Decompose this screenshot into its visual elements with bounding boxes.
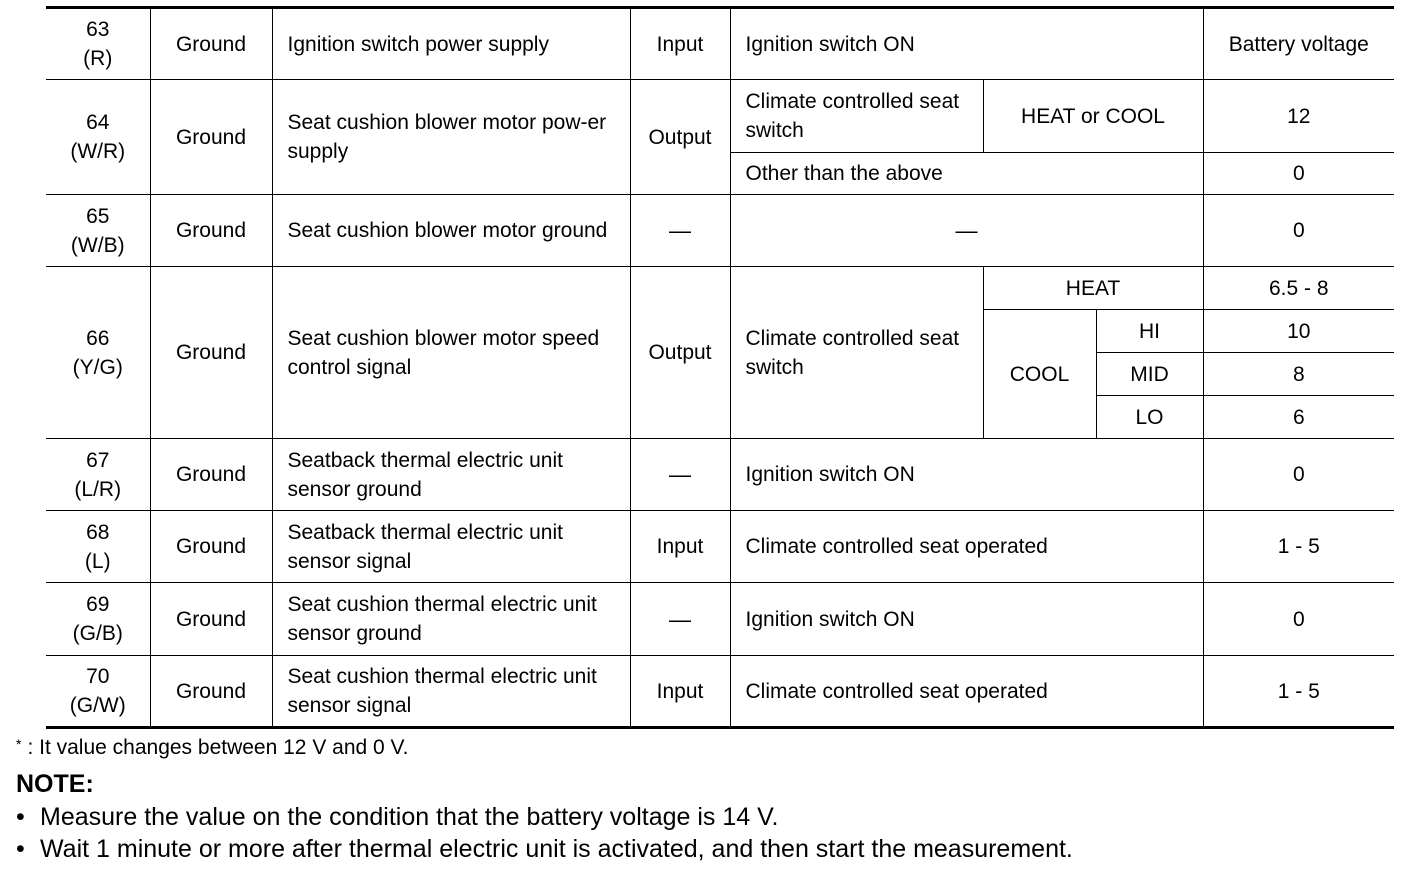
input-output-cell: Input xyxy=(630,8,730,80)
terminal-cell xyxy=(46,583,150,656)
wire-color: (Y/G) xyxy=(72,355,123,379)
bullet-icon: • xyxy=(16,835,25,863)
value-cell: 0 xyxy=(1203,439,1394,511)
value-cell: 12 xyxy=(1203,80,1394,153)
table-row-69 xyxy=(46,583,1394,656)
input-output-cell: — xyxy=(630,583,730,656)
cool-level-cell: MID xyxy=(1096,353,1203,396)
table-row-68 xyxy=(46,511,1394,583)
condition-cell: — xyxy=(730,195,1203,267)
condition-cell: Other than the above xyxy=(730,153,1203,195)
signal-name-cell: Ignition switch power supply xyxy=(272,8,630,80)
terminal-number: 63 xyxy=(86,18,110,41)
note-item xyxy=(16,801,1073,833)
ground-cell: Ground xyxy=(150,583,272,656)
signal-name-cell: Seatback thermal electric unit sensor signal xyxy=(272,511,630,583)
condition-cell: Ignition switch ON xyxy=(730,583,1203,656)
value-cell: 1 - 5 xyxy=(1203,656,1394,728)
value-cell: 6 xyxy=(1203,396,1394,439)
input-output-cell: — xyxy=(630,439,730,511)
value-cell: Battery voltage xyxy=(1203,8,1394,80)
value-cell: 1 - 5 xyxy=(1203,511,1394,583)
footnote-text: : It value changes between 12 V and 0 V. xyxy=(27,736,409,759)
wire-color: (L/R) xyxy=(74,477,122,501)
footnote xyxy=(16,733,408,763)
table-row-66 xyxy=(46,267,1394,310)
condition-cell: Ignition switch ON xyxy=(730,8,1203,80)
table-row-70 xyxy=(46,656,1394,728)
value-cell: 0 xyxy=(1203,153,1394,195)
note-item xyxy=(16,833,1073,865)
ground-cell: Ground xyxy=(150,80,272,195)
terminal-cell xyxy=(46,80,150,195)
terminal-cell xyxy=(46,267,150,439)
input-output-cell: Output xyxy=(630,80,730,195)
terminal-number: 67 xyxy=(86,448,110,472)
value-cell: 10 xyxy=(1203,310,1394,353)
wire-color: (L) xyxy=(84,549,111,573)
table-row-67 xyxy=(46,439,1394,511)
terminal-number: 69 xyxy=(86,593,110,616)
signal-name-cell: Seat cushion thermal electric unit sensor signal xyxy=(272,656,630,728)
terminal-number: 70 xyxy=(86,665,110,688)
terminal-cell xyxy=(46,195,150,267)
note-item-text: Wait 1 minute or more after thermal electric unit is activated, and then start the measurement. xyxy=(40,835,1073,863)
cool-level-cell: HI xyxy=(1096,310,1203,353)
footnote-marker: * xyxy=(16,736,22,752)
value-cell: 0 xyxy=(1203,583,1394,656)
condition-state-cell: HEAT or COOL xyxy=(983,80,1203,153)
condition-cell: Climate controlled seat operated xyxy=(730,511,1203,583)
note-heading: NOTE: xyxy=(16,770,94,798)
wire-color: (G/W) xyxy=(69,694,126,717)
table-row-64 xyxy=(46,80,1394,153)
heat-label-cell: HEAT xyxy=(983,267,1203,310)
terminal-number: 65 xyxy=(86,204,110,228)
wire-color: (R) xyxy=(83,47,113,70)
value-cell: 8 xyxy=(1203,353,1394,396)
note-list xyxy=(16,801,1073,865)
ground-cell: Ground xyxy=(150,439,272,511)
cool-label-cell: COOL xyxy=(983,310,1096,439)
ground-cell: Ground xyxy=(150,511,272,583)
value-cell: 0 xyxy=(1203,195,1394,267)
input-output-cell: Input xyxy=(630,511,730,583)
ground-cell: Ground xyxy=(150,8,272,80)
input-output-cell: Input xyxy=(630,656,730,728)
terminal-cell xyxy=(46,439,150,511)
wire-color: (W/R) xyxy=(70,140,126,163)
condition-cell: Ignition switch ON xyxy=(730,439,1203,511)
value-cell: 6.5 - 8 xyxy=(1203,267,1394,310)
bullet-icon: • xyxy=(16,803,25,831)
signal-name-cell: Seat cushion blower motor pow-er supply xyxy=(272,80,630,195)
terminal-number: 68 xyxy=(86,520,110,544)
terminal-number: 66 xyxy=(86,326,110,350)
terminal-cell xyxy=(46,511,150,583)
signal-name-cell: Seat cushion blower motor ground xyxy=(272,195,630,267)
note-item-text: Measure the value on the condition that the battery voltage is 14 V. xyxy=(40,803,779,831)
ground-cell: Ground xyxy=(150,195,272,267)
ground-cell: Ground xyxy=(150,267,272,439)
input-output-cell: Output xyxy=(630,267,730,439)
terminal-spec-table xyxy=(46,6,1394,729)
condition-cell: Climate controlled seat operated xyxy=(730,656,1203,728)
wire-color: (W/B) xyxy=(70,233,125,257)
signal-name-cell: Seat cushion blower motor speed control signal xyxy=(272,267,630,439)
table-row-65 xyxy=(46,195,1394,267)
input-output-cell: — xyxy=(630,195,730,267)
terminal-cell xyxy=(46,656,150,728)
table-row-63 xyxy=(46,8,1394,80)
terminal-number: 64 xyxy=(86,111,110,134)
signal-name-cell: Seat cushion thermal electric unit sensor ground xyxy=(272,583,630,656)
terminal-cell xyxy=(46,8,150,80)
wire-color: (G/B) xyxy=(72,622,123,645)
signal-name-cell: Seatback thermal electric unit sensor ground xyxy=(272,439,630,511)
cool-level-cell: LO xyxy=(1096,396,1203,439)
condition-cell: Climate controlled seat switch xyxy=(730,80,983,153)
ground-cell: Ground xyxy=(150,656,272,728)
condition-cell: Climate controlled seat switch xyxy=(730,267,983,439)
